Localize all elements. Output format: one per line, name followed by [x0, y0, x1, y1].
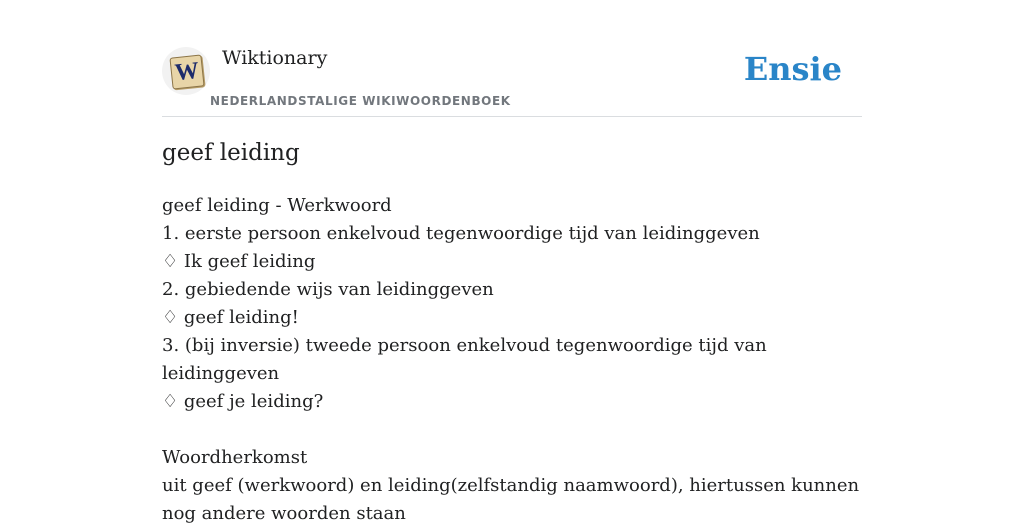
definition-line: 1. eerste persoon enkelvoud tegenwoordige tijd van leidinggeven	[162, 223, 760, 244]
etymology-heading: Woordherkomst	[162, 447, 308, 468]
example-line: ♢ geef je leiding?	[162, 391, 324, 412]
page-title: geef leiding	[162, 140, 300, 166]
etymology-text: uit geef (werkwoord) en leiding(zelfstandig naamwoord), hiertussen kunnen nog andere woorden staan	[162, 475, 860, 524]
site-header	[162, 0, 862, 117]
site-title[interactable]: Wiktionary	[222, 47, 328, 69]
logo-tile	[169, 54, 204, 89]
entry-content	[162, 192, 862, 528]
spacer	[162, 416, 862, 444]
logo-letter: W	[173, 57, 201, 87]
page-container	[162, 0, 862, 524]
site-subtitle: NEDERLANDSTALIGE WIKIWOORDENBOEK	[210, 94, 511, 108]
example-line: ♢ Ik geef leiding	[162, 251, 316, 272]
entry-heading: geef leiding - Werkwoord	[162, 195, 392, 216]
brand-logo[interactable]: Ensie	[743, 50, 842, 88]
definition-line: 2. gebiedende wijs van leidinggeven	[162, 279, 494, 300]
definition-line: 3. (bij inversie) tweede persoon enkelvoud tegenwoordige tijd van leidinggeven	[162, 335, 767, 384]
wiktionary-logo-icon[interactable]	[162, 47, 210, 95]
example-line: ♢ geef leiding!	[162, 307, 299, 328]
